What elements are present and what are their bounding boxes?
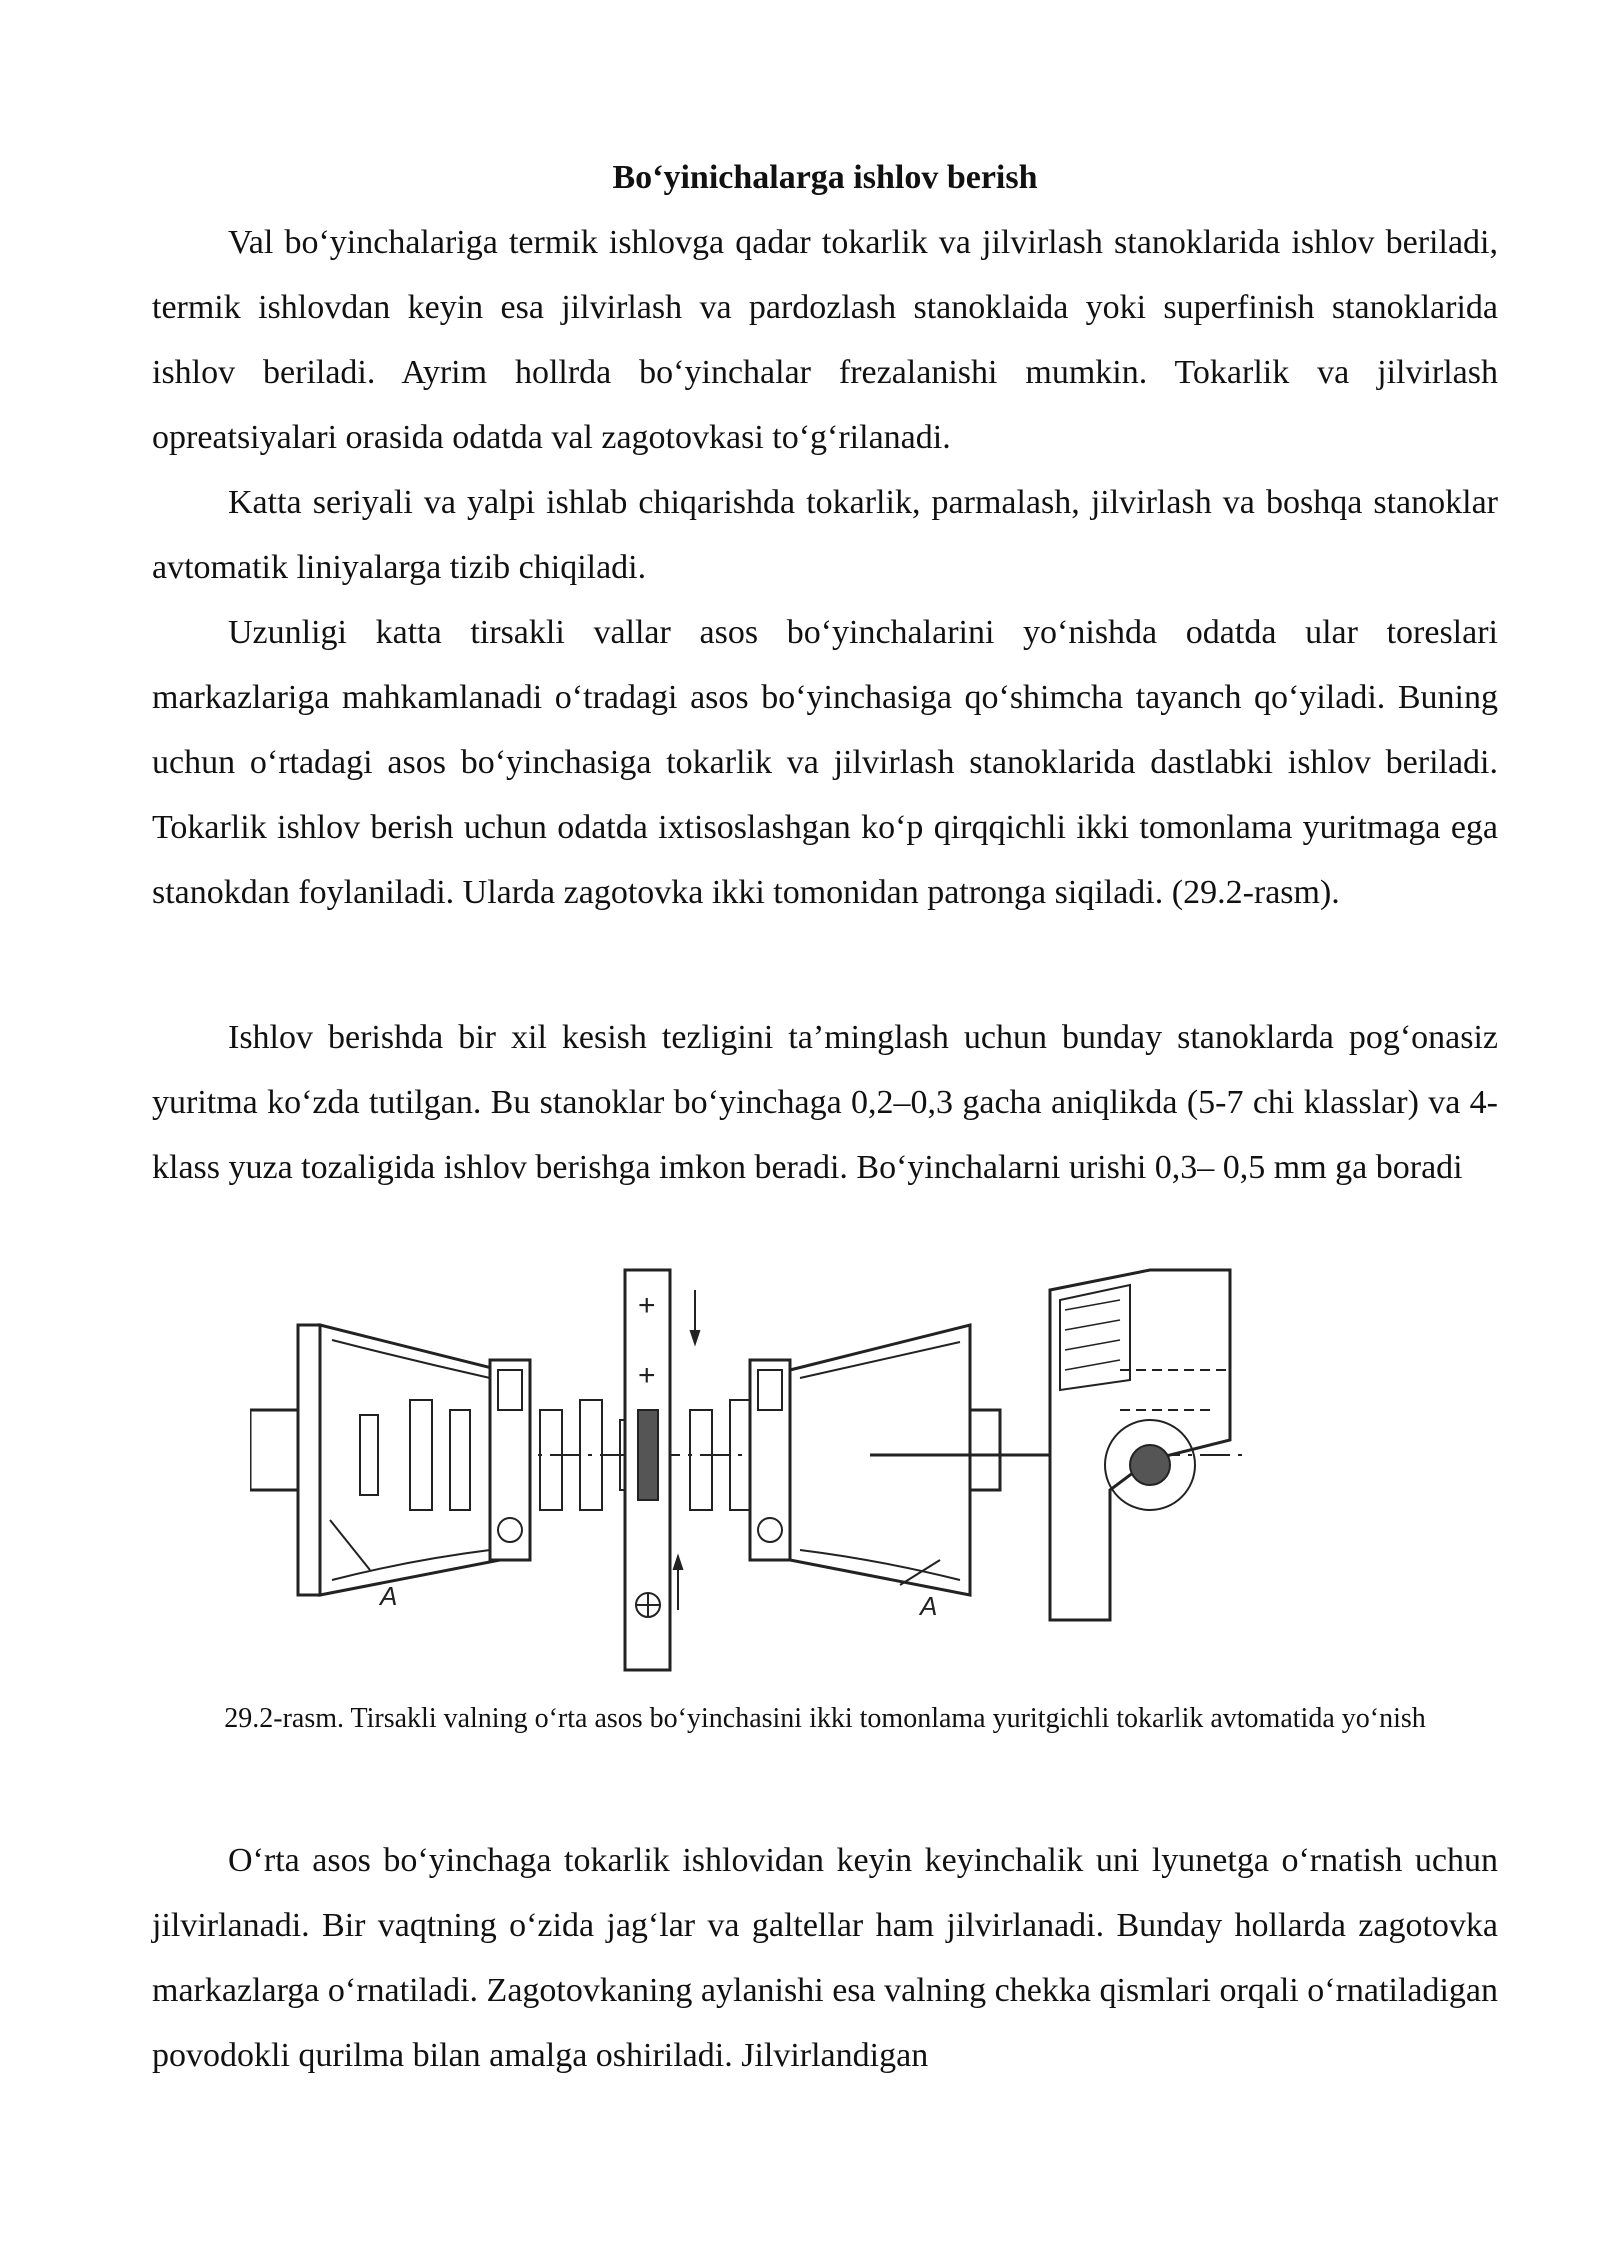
paragraph-2: Katta seriyali va yalpi ishlab chiqarishda tokarlik, parmalash, jilvirlash va boshqa stanoklar avtomatik liniyalarga tizib chiqiladi. (152, 484, 1498, 586)
label-plus-top: + (638, 1289, 656, 1322)
paragraph-3: Uzunligi katta tirsakli vallar asos bo‘yinchalarini yo‘nishda odatda ular toreslari markazlariga mahkamlanadi o‘tradagi asos bo‘yinchasiga qo‘shimcha tayanch qo‘yiladi. Buning uchun o‘rtadagi asos bo‘yinchasiga tokarlik va jilvirlash stanoklarida dastlabki ishlov beriladi. Tokarlik ishlov berish uchun odatda ixtisoslashgan ko‘p qirqqichli ikki tomonlama yuritmaga ega stanokdan foylaniladi. Ularda zagotovka ikki tomonidan patronga siqiladi. (29.2-rasm). (152, 614, 1498, 911)
label-a-left: A (380, 1581, 398, 1611)
paragraph-1: Val bo‘yinchalariga termik ishlovga qadar tokarlik va jilvirlash stanoklarida ishlov beriladi, termik ishlovdan keyin esa jilvirlash va pardozlash stanoklaida yoki superfinish stanoklarida ishlov beriladi. Ayrim hollrda bo‘yinchalar frezalanishi mumkin. Tokarlik va jilvirlash opreatsiyalari orasida odatda val zagotovkasi to‘g‘rilanadi. (152, 224, 1498, 456)
paragraph-5: O‘rta asos bo‘yinchaga tokarlik ishlovidan keyin keyinchalik uni lyunetga o‘rnatish uchun jilvirlanadi. Bir vaqtning o‘zida jag‘lar va galtellar ham jilvirlanadi. Bunday hollarda zagotovka markazlarga o‘rnatiladi. Zagotovkaning aylanishi esa valning chekka qismlari orqali o‘rnatiladigan povodokli qurilma bilan amalga oshiriladi. Jilvirlandigan (152, 1842, 1498, 2074)
lathe-drawing-svg (250, 1260, 1280, 1680)
paragraph-4: Ishlov berishda bir xil kesish tezligini ta’minglash uchun bunday stanoklarda pog‘onasiz yuritma ko‘zda tutilgan. Bu stanoklar bo‘yinchaga 0,2–0,3 gacha aniqlikda (5-7 chi klasslar) va 4-klass yuza tozaligida ishlov berishga imkon beradi. Bo‘yinchalarni urishi 0,3– 0,5 mm ga boradi (152, 1019, 1498, 1186)
label-plus-mid: + (638, 1359, 656, 1392)
figure-lathe-drawing (250, 1260, 1280, 1680)
figure-caption: 29.2-rasm. Tirsakli valning o‘rta asos bo‘yinchasini ikki tomonlama yuritgichli tokarlik avtomatida yo‘nish (224, 1703, 1426, 1734)
page-title: Bo‘yinichalarga ishlov berish (612, 159, 1038, 196)
label-a-right: A (920, 1591, 938, 1621)
